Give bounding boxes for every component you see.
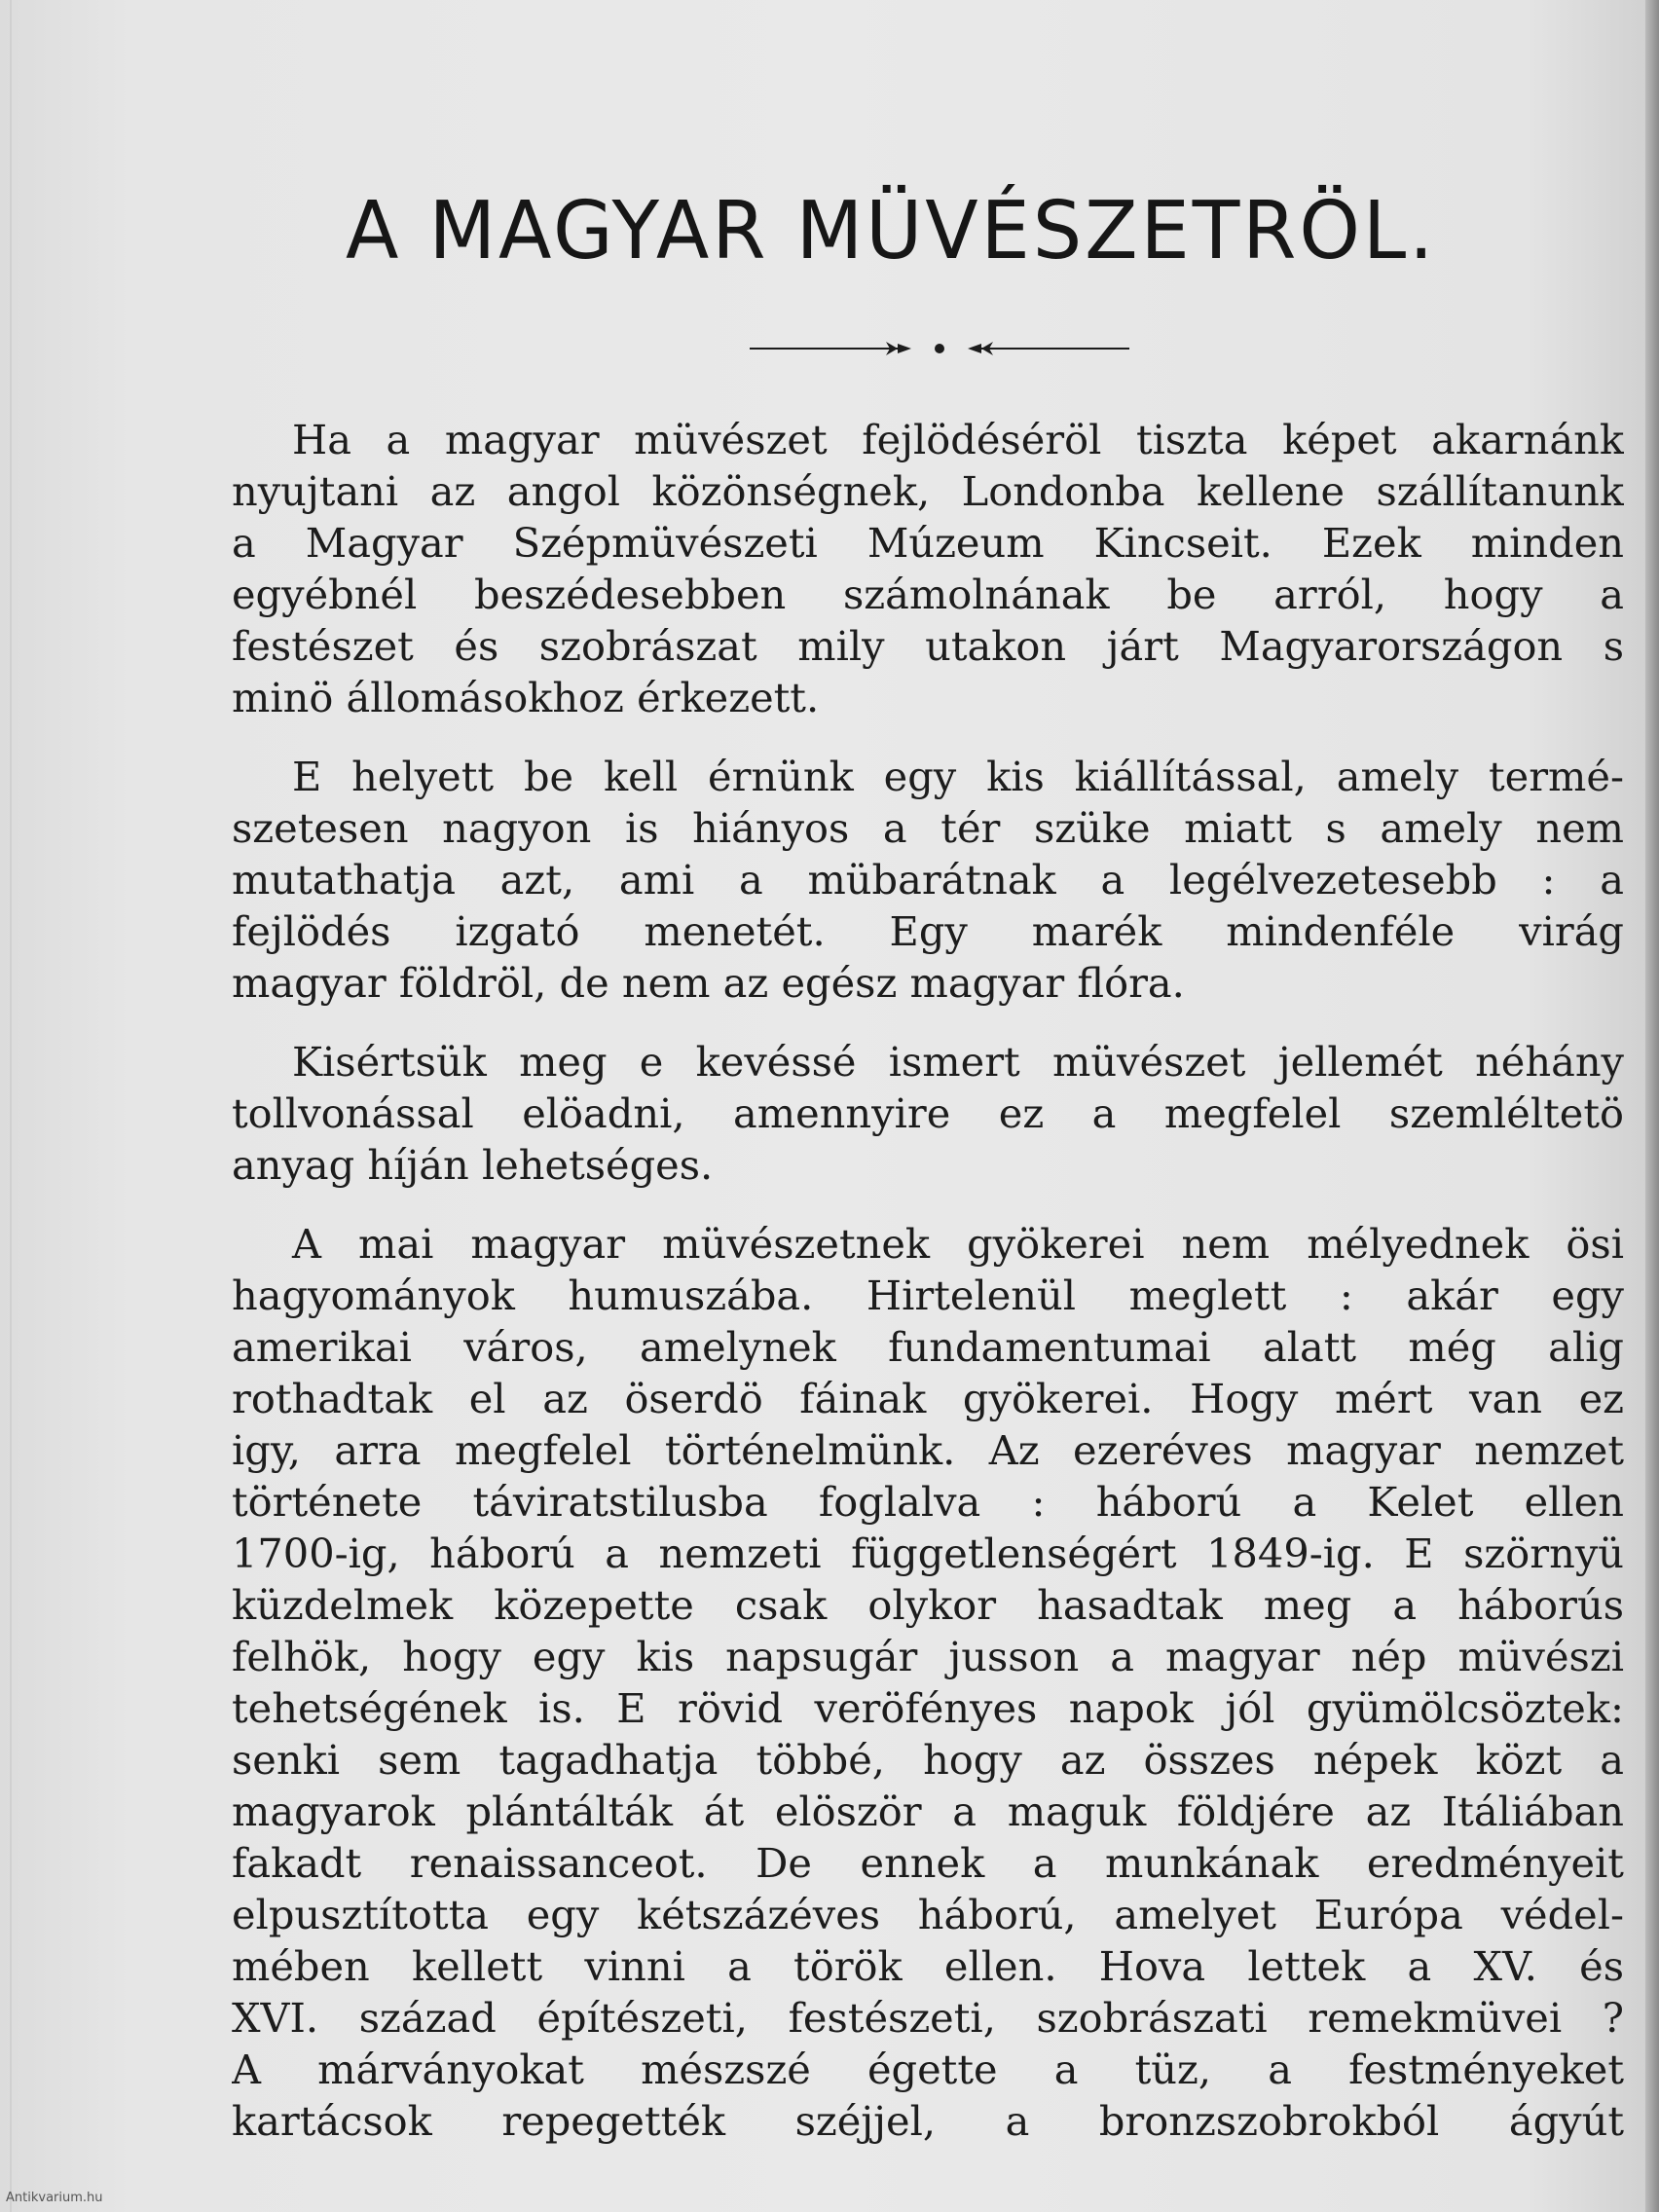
text-line: a Magyar Szépmüvészeti Múzeum Kincseit. Ezek minden: [232, 519, 1624, 567]
text-line: fejlödés izgató menetét. Egy marék mindenféle virág: [232, 907, 1624, 955]
text-line: rothadtak el az öserdö fáinak gyökerei. Hogy mért van ez: [232, 1375, 1624, 1422]
page-edge-shadow: [1645, 0, 1659, 2212]
text-line: felhök, hogy egy kis napsugár jusson a magyar nép müvészi: [232, 1633, 1624, 1680]
text-line: mében kellett vinni a török ellen. Hova lettek a XV. és: [232, 1942, 1624, 1990]
text-line: amerikai város, amelynek fundamentumai alatt még alig: [232, 1323, 1624, 1371]
page-gutter: [10, 0, 12, 2212]
text-line: története táviratstilusba foglalva : háború a Kelet ellen: [232, 1478, 1624, 1526]
text-line: mutathatja azt, ami a mübarátnak a legélvezetesebb : a: [232, 856, 1624, 903]
paragraph-4: [232, 1218, 1624, 2147]
text-line: anyag híján lehetséges.: [232, 1141, 714, 1189]
text-line: festészet és szobrászat mily utakon járt Magyarországon s: [232, 622, 1624, 670]
text-line: fakadt renaissanceot. De ennek a munkának eredményeit: [232, 1839, 1624, 1887]
text-line: nyujtani az angol közönségnek, Londonba kellene szállítanunk: [232, 467, 1624, 515]
text-line: Kisértsük meg e kevéssé ismert müvészet jellemét néhány: [292, 1038, 1624, 1086]
paragraph-1: [232, 414, 1624, 723]
text-line: hagyományok humuszába. Hirtelenül meglett : akár egy: [232, 1272, 1624, 1319]
paragraph-3: [232, 1036, 1624, 1191]
text-line: A márványokat mészszé égette a tüz, a festményeket: [232, 2046, 1624, 2093]
text-line: magyarok plántálták át elöször a maguk földjére az Itáliában: [232, 1788, 1624, 1835]
text-line: igy, arra megfelel történelmünk. Az ezeréves magyar nemzet: [232, 1426, 1624, 1474]
text-line: Ha a magyar müvészet fejlödéséröl tiszta képet akarnánk: [292, 416, 1624, 463]
text-line: senki sem tagadhatja többé, hogy az összes népek közt a: [232, 1736, 1624, 1784]
text-line: szetesen nagyon is hiányos a tér szüke miatt s amely nem: [232, 804, 1624, 852]
text-line: küzdelmek közepette csak olykor hasadtak meg a háborús: [232, 1581, 1624, 1629]
text-line: elpusztította egy kétszázéves háború, amelyet Európa védel-: [232, 1891, 1624, 1938]
page-title: A MAGYAR MÜVÉSZETRÖL.: [346, 185, 1437, 277]
arrow-dot-arrow-divider-icon: [750, 334, 1129, 363]
body-text: [232, 414, 1624, 2174]
text-line: tehetségének is. E rövid veröfényes napok jól gyümölcsöztek:: [232, 1684, 1624, 1732]
text-line: magyar földröl, de nem az egész magyar flóra.: [232, 959, 1185, 1007]
text-line: minö állomásokhoz érkezett.: [232, 674, 820, 721]
text-line: tollvonással elöadni, amennyire ez a megfelel szemléltetö: [232, 1089, 1624, 1137]
paragraph-2: [232, 751, 1624, 1009]
text-line: 1700-ig, háború a nemzeti függetlenségért 1849-ig. E szörnyü: [232, 1530, 1624, 1577]
text-line: kartácsok repegették széjjel, a bronzszobrokból ágyút: [232, 2097, 1624, 2145]
watermark: Antikvarium.hu: [6, 2191, 103, 2205]
text-line: egyébnél beszédesebben számolnának be arról, hogy a: [232, 571, 1624, 618]
text-line: E helyett be kell érnünk egy kis kiállítással, amely termé-: [292, 753, 1624, 800]
text-line: A mai magyar müvészetnek gyökerei nem mélyednek ösi: [292, 1220, 1624, 1268]
text-line: XVI. század építészeti, festészeti, szobrászati remekmüvei ?: [232, 1994, 1624, 2042]
